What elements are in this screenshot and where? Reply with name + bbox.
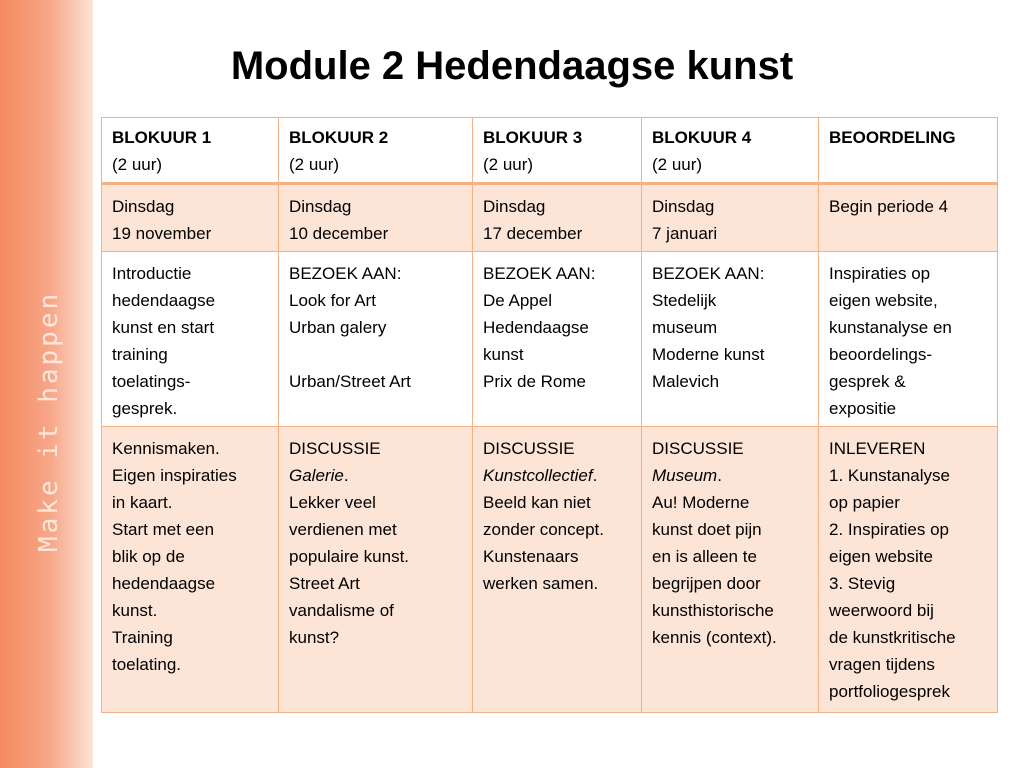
table-cell <box>819 252 998 427</box>
header-cell-blokuur-2 <box>279 118 473 184</box>
cell-line: Prix de Rome <box>483 372 586 391</box>
cell-line: kunst <box>483 345 524 364</box>
header-sublabel: (2 uur) <box>289 155 340 174</box>
cell-line: Stedelijk <box>652 291 717 310</box>
cell-line: toelatings- <box>112 372 191 391</box>
table-cell <box>279 184 473 252</box>
cell-line: 3. Stevig <box>829 574 896 593</box>
cell-line: en is alleen te <box>652 547 757 566</box>
table-cell <box>102 252 279 427</box>
cell-line: Introductie <box>112 264 192 283</box>
cell-line: Moderne kunst <box>652 345 765 364</box>
cell-line: eigen website <box>829 547 933 566</box>
header-label: BEOORDELING <box>829 128 956 147</box>
cell-line: Start met een <box>112 520 215 539</box>
table-cell <box>642 427 819 713</box>
header-cell-blokuur-3 <box>473 118 642 184</box>
cell-line: Inspiraties op <box>829 264 931 283</box>
cell-line: vandalisme of <box>289 601 394 620</box>
cell-line: BEZOEK AAN: <box>483 264 596 283</box>
cell-line: Dinsdag <box>483 197 546 216</box>
cell-line: gesprek. <box>112 399 178 418</box>
cell-line: 2. Inspiraties op <box>829 520 950 539</box>
table-cell <box>642 252 819 427</box>
cell-line: INLEVEREN <box>829 439 926 458</box>
cell-line: in kaart. <box>112 493 173 512</box>
cell-line: op papier <box>829 493 900 512</box>
table-cell <box>279 427 473 713</box>
side-slogan: Make it happen <box>34 290 64 552</box>
cell-line: kunsthistorische <box>652 601 774 620</box>
cell-line: De Appel <box>483 291 552 310</box>
cell-line: kunst en start <box>112 318 215 337</box>
header-label: BLOKUUR 1 <box>112 128 212 147</box>
cell-line: zonder concept. <box>483 520 604 539</box>
cell-line <box>289 341 464 368</box>
header-cell-beoordeling <box>819 118 998 184</box>
cell-line: 10 december <box>289 224 389 243</box>
cell-line: Urban/Street Art <box>289 372 411 391</box>
cell-line: DISCUSSIE <box>483 439 575 458</box>
cell-line: populaire kunst. <box>289 547 410 566</box>
table-row <box>102 252 998 427</box>
cell-line: kunst. <box>112 601 158 620</box>
cell-line: 19 november <box>112 224 212 243</box>
cell-line: vragen tijdens <box>829 655 935 674</box>
cell-line: Kunstenaars <box>483 547 579 566</box>
table-cell <box>473 252 642 427</box>
cell-line: Kunstcollectief. <box>483 466 598 485</box>
header-sublabel: (2 uur) <box>112 155 163 174</box>
cell-line: verdienen met <box>289 520 397 539</box>
header-cell-blokuur-1 <box>102 118 279 184</box>
cell-line: blik op de <box>112 547 185 566</box>
header-label: BLOKUUR 2 <box>289 128 389 147</box>
cell-line: Galerie. <box>289 466 349 485</box>
cell-line: werken samen. <box>483 574 599 593</box>
table-row <box>102 427 998 713</box>
table-cell <box>102 184 279 252</box>
cell-line: Urban galery <box>289 318 387 337</box>
cell-line: DISCUSSIE <box>652 439 744 458</box>
table-cell <box>819 427 998 713</box>
table-body <box>102 184 998 713</box>
cell-line: training <box>112 345 168 364</box>
cell-line-emphasis: Kunstcollectief <box>483 466 593 485</box>
cell-line: BEZOEK AAN: <box>652 264 765 283</box>
header-label: BLOKUUR 4 <box>652 128 752 147</box>
cell-line: kunst doet pijn <box>652 520 762 539</box>
table-cell <box>642 184 819 252</box>
cell-line: begrijpen door <box>652 574 761 593</box>
cell-line: Beeld kan niet <box>483 493 591 512</box>
schedule-table <box>101 117 998 713</box>
cell-line: Dinsdag <box>289 197 352 216</box>
cell-line: museum <box>652 318 718 337</box>
table-row <box>102 184 998 252</box>
cell-line: Eigen inspiraties <box>112 466 237 485</box>
cell-line: portfoliogesprek <box>829 682 950 701</box>
cell-line: DISCUSSIE <box>289 439 381 458</box>
cell-line: Look for Art <box>289 291 376 310</box>
cell-line: de kunstkritische <box>829 628 956 647</box>
cell-line-emphasis: Galerie <box>289 466 344 485</box>
header-sublabel: (2 uur) <box>483 155 534 174</box>
cell-line: weerwoord bij <box>829 601 934 620</box>
cell-line: 17 december <box>483 224 583 243</box>
header-label: BLOKUUR 3 <box>483 128 583 147</box>
table-cell <box>819 184 998 252</box>
cell-line-emphasis: Museum <box>652 466 718 485</box>
table-cell <box>473 427 642 713</box>
cell-line: hedendaagse <box>112 291 216 310</box>
cell-line: expositie <box>829 399 897 418</box>
cell-line: Kennismaken. <box>112 439 220 458</box>
cell-line: 1. Kunstanalyse <box>829 466 950 485</box>
header-sublabel: (2 uur) <box>652 155 703 174</box>
cell-line: Dinsdag <box>652 197 715 216</box>
cell-line: toelating. <box>112 655 181 674</box>
cell-line: eigen website, <box>829 291 938 310</box>
cell-line: Au! Moderne <box>652 493 750 512</box>
cell-line: Street Art <box>289 574 360 593</box>
cell-line: Dinsdag <box>112 197 175 216</box>
cell-line: hedendaagse <box>112 574 216 593</box>
cell-line: Begin periode 4 <box>829 197 949 216</box>
table-cell <box>473 184 642 252</box>
cell-line: gesprek & <box>829 372 906 391</box>
cell-line: Museum. <box>652 466 722 485</box>
header-cell-blokuur-4 <box>642 118 819 184</box>
cell-line: BEZOEK AAN: <box>289 264 402 283</box>
header-row <box>102 118 998 184</box>
cell-line: Lekker veel <box>289 493 376 512</box>
cell-line: kunstanalyse en <box>829 318 952 337</box>
table-cell <box>279 252 473 427</box>
cell-line: Training <box>112 628 173 647</box>
table-cell <box>102 427 279 713</box>
cell-line: kunst? <box>289 628 340 647</box>
slide-title: Module 2 Hedendaagse kunst <box>230 44 794 88</box>
cell-line: Hedendaagse <box>483 318 589 337</box>
cell-line: kennis (context). <box>652 628 777 647</box>
cell-line: Malevich <box>652 372 720 391</box>
cell-line: beoordelings- <box>829 345 933 364</box>
cell-line: 7 januari <box>652 224 718 243</box>
